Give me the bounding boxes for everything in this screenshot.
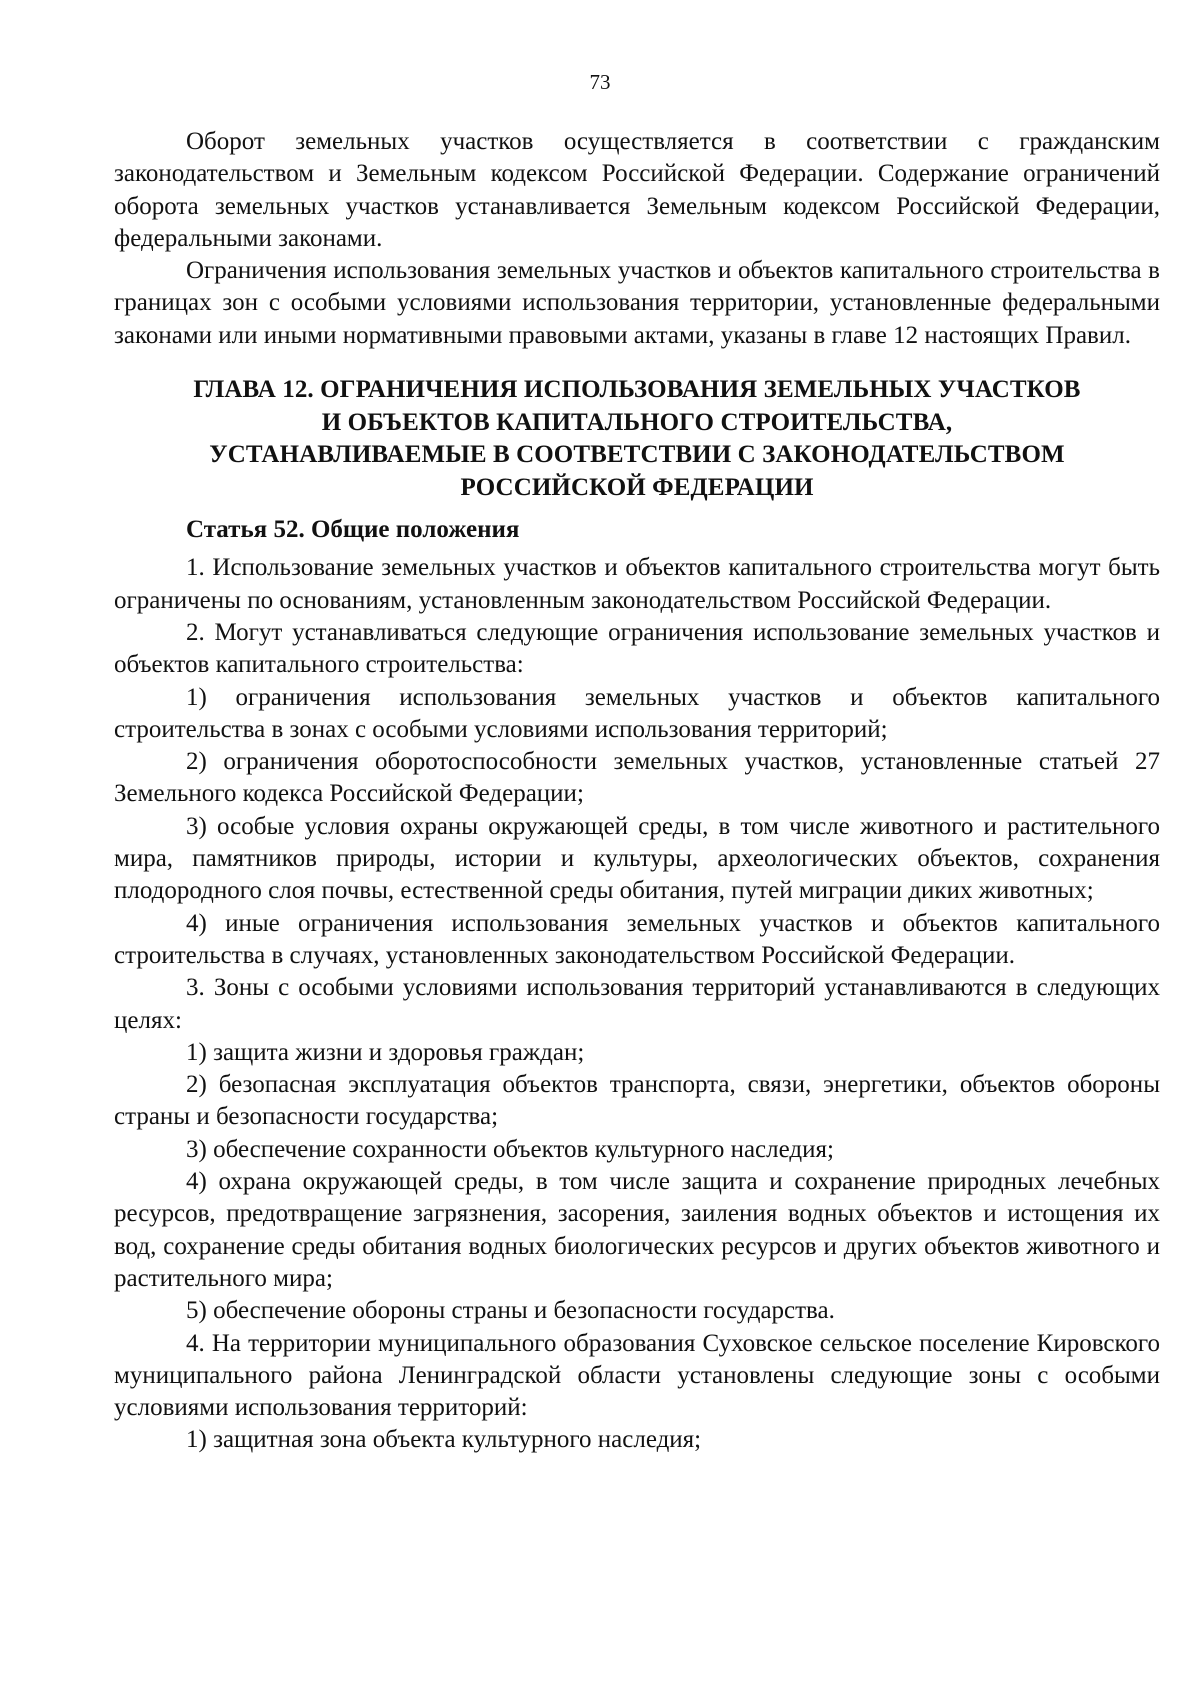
paragraph: Оборот земельных участков осуществляется в соответствии с гражданским законодательством и Земельным кодексом Российской Федерации. Содержание ограничений оборота земельных участков устанавливается Земельным кодексом Российской Федерации, федеральными законами. bbox=[114, 128, 1160, 252]
list-item: 1) защита жизни и здоровья граждан; bbox=[186, 1038, 585, 1066]
chapter-heading-line: УСТАНАВЛИВАЕМЫЕ В СООТВЕТСТВИИ С ЗАКОНОДАТЕЛЬСТВОМ bbox=[209, 441, 1065, 469]
list-item: 1) защитная зона объекта культурного наследия; bbox=[186, 1426, 702, 1454]
clause: 3. Зоны с особыми условиями использования территорий устанавливаются в следующих целях: bbox=[114, 974, 1160, 1034]
chapter-heading-line: ГЛАВА 12. ОГРАНИЧЕНИЯ ИСПОЛЬЗОВАНИЯ ЗЕМЕЛЬНЫХ УЧАСТКОВ bbox=[193, 376, 1081, 404]
article-heading: Статья 52. Общие положения bbox=[186, 516, 520, 544]
list-item: 2) ограничения оборотоспособности земельных участков, установленные статьей 27 Земельного кодекса Российской Федерации; bbox=[114, 748, 1160, 808]
clause: 2. Могут устанавливаться следующие ограничения использование земельных участков и объектов капитального строительства: bbox=[114, 618, 1160, 679]
chapter-heading-line: И ОБЪЕКТОВ КАПИТАЛЬНОГО СТРОИТЕЛЬСТВА, bbox=[321, 408, 953, 436]
list-item: 2) безопасная эксплуатация объектов транспорта, связи, энергетики, объектов обороны страны и безопасности государства; bbox=[114, 1071, 1160, 1131]
list-item: 4) иные ограничения использования земельных участков и объектов капитального строительства в случаях, установленных законодательством Российской Федерации. bbox=[114, 909, 1160, 969]
clause: 4. На территории муниципального образования Суховское сельское поселение Кировского муниципального района Ленинградской области установлены следующие зоны с особыми условиями использования территорий: bbox=[114, 1329, 1160, 1422]
page-number: 73 bbox=[589, 70, 611, 94]
list-item: 3) обеспечение сохранности объектов культурного наследия; bbox=[186, 1135, 834, 1163]
clause: 1. Использование земельных участков и объектов капитального строительства могут быть ограничены по основаниям, установленным законодательством Российской Федерации. bbox=[114, 554, 1160, 614]
chapter-heading bbox=[114, 374, 1160, 504]
chapter-heading-line: РОССИЙСКОЙ ФЕДЕРАЦИИ bbox=[460, 473, 814, 501]
paragraph: Ограничения использования земельных участков и объектов капитального строительства в границах зон с особыми условиями использования территории, установленные федеральными законами или иными нормативными правовыми актами, указаны в главе 12 настоящих Правил. bbox=[114, 257, 1160, 349]
list-item: 1) ограничения использования земельных участков и объектов капитального строительства в зонах с особыми условиями использования территорий; bbox=[114, 683, 1160, 743]
list-item: 5) обеспечение обороны страны и безопасности государства. bbox=[186, 1297, 835, 1325]
list-item: 3) особые условия охраны окружающей среды, в том числе животного и растительного мира, памятников природы, истории и культуры, археологических объектов, сохранения плодородного слоя почвы, естественной среды обитания, путей миграции диких животных; bbox=[114, 812, 1160, 905]
page-content bbox=[114, 126, 1160, 1457]
list-item: 4) охрана окружающей среды, в том числе защита и сохранение природных лечебных ресурсов, предотвращение загрязнения, засорения, заиления водных объектов и истощения их вод, сохранение среды обитания водных биологических ресурсов и других объектов животного и растительного мира; bbox=[114, 1168, 1160, 1292]
